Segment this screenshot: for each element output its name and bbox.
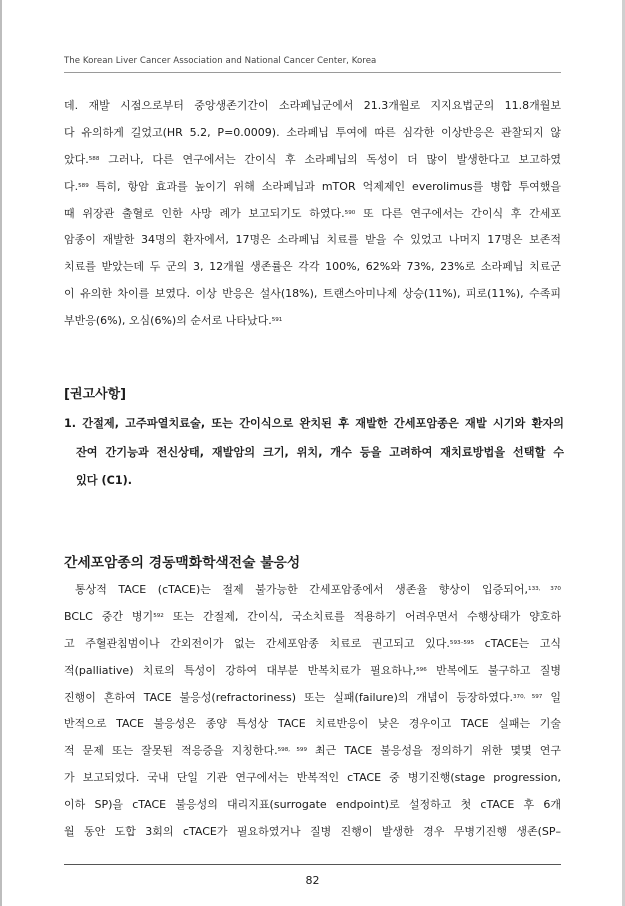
citation: 370, 597	[512, 693, 543, 700]
text-line: 때 위장관 출혈로 인한 사망 례가 보고되기도 하였다.$^{590}$ 또 다른 연구에서는 간이식 후 간세포	[64, 206, 561, 220]
text-line: 월 동안 도합 3회의 cTACE가 필요하였거나 질병 진행이 발생한 경우 무병기진행 생존(SP–	[64, 825, 561, 839]
paragraph-2	[64, 577, 561, 846]
section-heading: 간세포암종의 경동맥화학색전술 불응성	[64, 555, 301, 571]
text-line: 암종이 재발한 34명의 환자에서, 17명은 소라페닙 치료를 받을 수 있었고 나머지 17명은 보존적	[64, 233, 561, 247]
running-header: The Korean Liver Cancer Association and National Cancer Center, Korea	[64, 56, 377, 66]
text-line: 이 유의한 차이를 보였다. 이상 반응은 설사(18%), 트랜스아미나제 상승(11%), 피로(11%), 수족피	[64, 287, 561, 301]
text-line: 데. 재발 시점으로부터 중앙생존기간이 소라페닙군에서 21.3개월로 지지요법군의 11.8개월보	[64, 99, 561, 112]
text-line: 잔여 간기능과 전신상태, 재발암의 크기, 위치, 개수 등을 고려하여 재치료방법을 선택할 수	[76, 445, 564, 459]
text-line: 다.$^{589}$ 특히, 항암 효과를 높이기 위해 소라페닙과 mTOR 억제제인 everolimus를 병합 투여했을	[64, 179, 561, 193]
citation: 591	[271, 317, 283, 324]
text-line: 1. 간절제, 고주파열치료술, 또는 간이식으로 완치된 후 재발한 간세포암종은 재발 시기와 환자의	[64, 417, 564, 430]
text-line: 가 보고되었다. 국내 단일 기관 연구에서는 반복적인 cTACE 중 병기진행(stage progression,	[64, 771, 561, 785]
text-line: 이하 SP)을 cTACE 불응성의 대리지표(surrogate endpoint)로 설정하고 첫 cTACE 후 6개	[64, 798, 561, 812]
recommendation-item	[64, 410, 564, 496]
text-line: 적 문제 또는 잘못된 적응증을 지칭한다.$^{598, 599}$ 최근 TACE 불응성을 정의하기 위한 몇몇 연구	[64, 744, 561, 758]
citation: 590	[344, 209, 356, 216]
text-line: 진행이 흔하여 TACE 불응성(refractoriness) 또는 실패(failure)의 개념이 등장하였다.$^{370, 597}$ 일	[64, 690, 561, 704]
text-line: 았다.$^{588}$ 그러나, 다른 연구에서는 간이식 후 소라페닙의 독성이 더 많이 발생한다고 보고하였	[64, 152, 561, 166]
recommendation-heading: [권고사항]	[64, 387, 127, 402]
text-line: 부반응(6%), 오심(6%)의 순서로 나타났다.$^{591}$	[64, 314, 283, 328]
header-rule	[64, 72, 561, 73]
text-line: 치료를 받았는데 두 군의 3, 12개월 생존률은 각각 100%, 62%와 73%, 23%로 소라페닙 치료군	[64, 260, 561, 274]
footer-rule	[64, 864, 561, 865]
citation: 588	[88, 155, 100, 162]
citation: 598, 599	[277, 747, 308, 754]
citation: 596	[416, 666, 427, 673]
citation: 133, 370	[528, 586, 561, 592]
page-number: 82	[305, 874, 320, 887]
text-line: BCLC 중간 병기$^{592}$ 또는 간절제, 간이식, 국소치료를 적용하기 어려우면서 수행상태가 양호하	[64, 609, 561, 623]
text-line: 반적으로 TACE 불응성은 종양 특성상 TACE 치료반응이 낮은 경우이고 TACE 실패는 기술	[64, 717, 561, 731]
text-line: 통상적 TACE (cTACE)는 절제 불가능한 간세포암종에서 생존율 향상이 입증되어,$^{133, 370}$	[75, 583, 561, 596]
citation: 592	[153, 612, 164, 619]
citation: 593–595	[449, 639, 475, 646]
text-line: 고 주혈관침범이나 간외전이가 없는 간세포암종 치료로 권고되고 있다.$^{593-595}$ cTACE는 고식	[64, 636, 562, 650]
text-line: 다 유의하게 길었고(HR 5.2, P=0.0009). 소라페닙 투여에 따른 심각한 이상반응은 관찰되지 않	[64, 125, 561, 139]
paragraph-1	[64, 93, 561, 335]
citation: 589	[78, 182, 89, 189]
text-line: 적(palliative) 치료의 특성이 강하여 대부분 반복치료가 필요하나,$^{596}$ 반복에도 불구하고 질병	[64, 663, 561, 677]
text-line: 있다 (C1).	[76, 474, 132, 487]
